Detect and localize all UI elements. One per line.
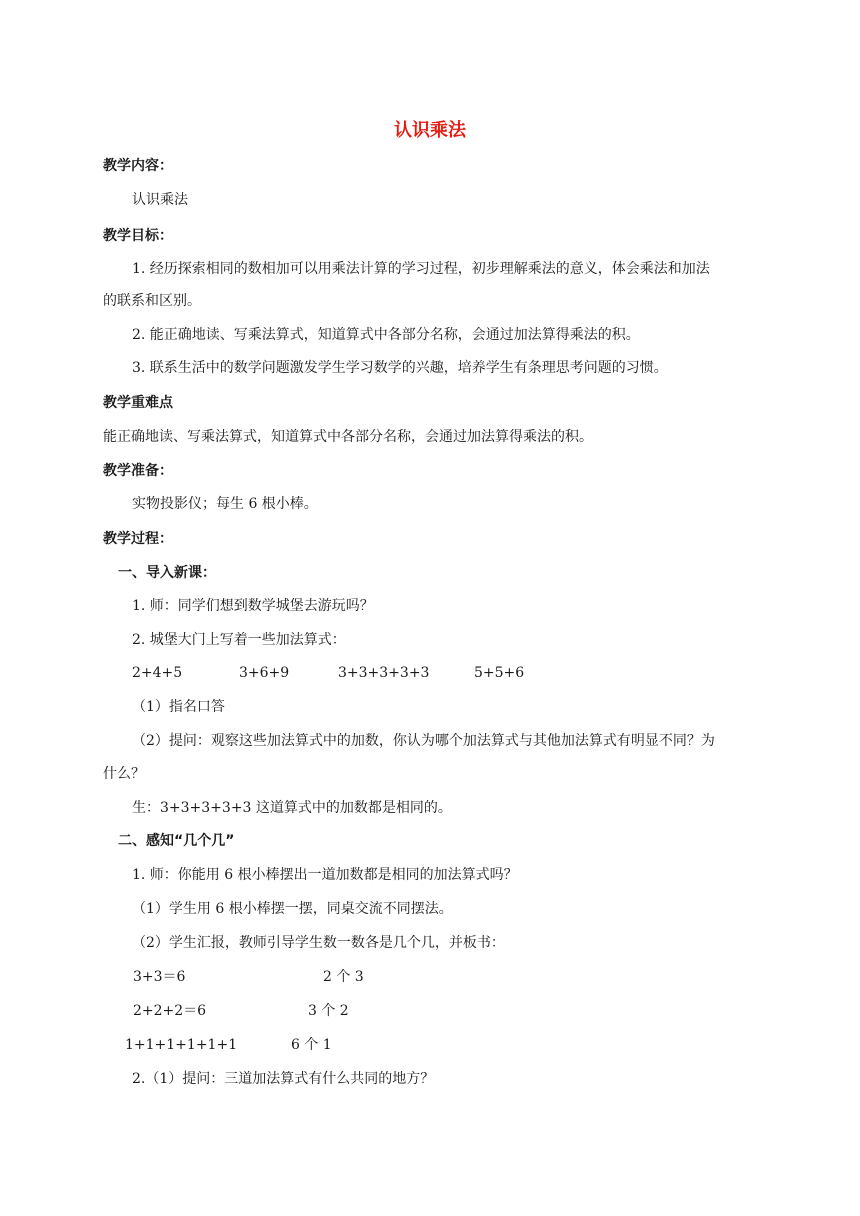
goal-1-line-2: 的联系和区别。: [103, 293, 201, 309]
board-row: [0, 1035, 860, 1055]
section-1-sub-1: （1）指名口答: [132, 699, 225, 715]
content-text: 认识乘法: [132, 192, 188, 208]
section-1-heading: 一、导入新课：: [118, 565, 216, 581]
board-equation: 2+2+2＝6: [133, 1003, 207, 1019]
preparation-heading: 教学准备：: [103, 463, 173, 479]
board-description: 2 个 3: [323, 969, 364, 985]
section-1-item-2: 2. 城堡大门上写着一些加法算式：: [132, 632, 346, 648]
goal-1-line-1: 1. 经历探索相同的数相加可以用乘法计算的学习过程，初步理解乘法的意义，体会乘法和加法: [132, 261, 710, 277]
student-answer: 生：3+3+3+3+3 这道算式中的加数都是相同的。: [132, 800, 452, 816]
page-title: 认识乘法: [394, 120, 466, 141]
equation: 2+4+5: [132, 665, 183, 681]
equation: 3+6+9: [239, 665, 290, 681]
equation: 3+3+3+3+3: [338, 665, 430, 681]
goal-3: 3. 联系生活中的数学问题激发学生学习数学的兴趣，培养学生有条理思考问题的习惯。: [132, 360, 668, 376]
section-1-item-1: 1. 师：同学们想到数学城堡去游玩吗？: [132, 598, 374, 614]
goal-2: 2. 能正确地读、写乘法算式，知道算式中各部分名称，会通过加法算得乘法的积。: [132, 327, 640, 343]
section-2-item-2: 2.（1）提问：三道加法算式有什么共同的地方？: [132, 1071, 435, 1087]
section-2-heading: 二、感知“几个几”: [118, 833, 235, 849]
goals-heading: 教学目标：: [103, 228, 173, 244]
content-heading: 教学内容：: [103, 158, 173, 174]
board-description: 3 个 2: [308, 1003, 349, 1019]
section-2-item-1: 1. 师：你能用 6 根小棒摆出一道加数都是相同的加法算式吗？: [132, 867, 518, 883]
section-1-sub-2-line-2: 什么？: [103, 766, 145, 782]
equation-row: [0, 663, 860, 683]
section-1-sub-2-line-1: （2）提问：观察这些加法算式中的加数，你认为哪个加法算式与其他加法算式有明显不同？为: [132, 733, 715, 749]
board-row: [0, 967, 860, 987]
key-points-text: 能正确地读、写乘法算式，知道算式中各部分名称，会通过加法算得乘法的积。: [103, 429, 593, 445]
board-equation: 1+1+1+1+1+1: [125, 1037, 238, 1053]
preparation-text: 实物投影仪；每生 6 根小棒。: [132, 496, 318, 512]
key-points-heading: 教学重难点: [103, 395, 173, 411]
board-description: 6 个 1: [291, 1037, 332, 1053]
section-2-sub-2: （2）学生汇报，教师引导学生数一数各是几个几，并板书：: [132, 935, 505, 951]
board-equation: 3+3＝6: [133, 969, 186, 985]
board-row: [0, 1001, 860, 1021]
section-2-sub-1: （1）学生用 6 根小棒摆一摆，同桌交流不同摆法。: [132, 901, 453, 917]
process-heading: 教学过程：: [103, 531, 173, 547]
equation: 5+5+6: [474, 665, 525, 681]
